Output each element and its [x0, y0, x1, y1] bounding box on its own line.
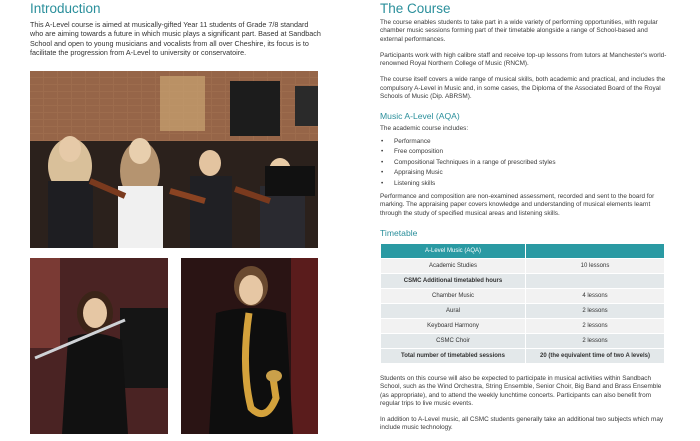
table-cell-label: Aural: [381, 304, 526, 319]
table-row: [381, 259, 665, 274]
course-para-2: Participants work with high calibre staff and receive top-up lessons from tutors at Manchester's world-renowned Royal Northern College of Music (RNCM).: [380, 51, 667, 68]
table-row: [381, 304, 665, 319]
saxophone-player-photo: [181, 258, 318, 434]
after-section: [380, 375, 670, 433]
table-header-row: [381, 244, 665, 259]
aqa-list: [380, 137, 670, 190]
saxophone-illustration: [181, 258, 318, 434]
table-total-row: [381, 349, 665, 364]
course-section: [380, 0, 670, 239]
table-cell-value: [526, 274, 665, 289]
after-para-2: In addition to A-Level music, all CSMC students generally take an additional two subjects which may include music technology.: [380, 416, 664, 432]
flute-illustration: [30, 258, 168, 434]
flute-player-photo: [30, 258, 168, 434]
table-cell-label: Chamber Music: [381, 289, 526, 304]
intro-section: [30, 0, 322, 58]
table-row: [381, 289, 665, 304]
table-total-label: Total number of timetabled sessions: [381, 349, 526, 364]
table-cell-value: 4 lessons: [526, 289, 665, 304]
aqa-intro: The academic course includes:: [380, 125, 469, 133]
table-cell-label: Keyboard Harmony: [381, 319, 526, 334]
after-para-1: Students on this course will also be expected to participate in musical activities within Sandbach School, such as the Wind Orchestra, String Ensemble, Senior Choir, Big Band and Brass Ensemble (as appropriate), and to attend the weekly lunchtime concerts. Participants can also benefit from regular trips to live music events.: [380, 375, 662, 407]
table-cell-value: 2 lessons: [526, 334, 665, 349]
table-header-cell: A-Level Music (AQA): [381, 244, 526, 259]
table-cell-label: Academic Studies: [381, 259, 526, 274]
table-total-value: 20 (the equivalent time of two A levels): [526, 349, 665, 364]
table-row: [381, 334, 665, 349]
table-row: [381, 274, 665, 289]
list-item: • Appraising Music: [380, 168, 670, 179]
intro-title: Introduction: [30, 1, 101, 16]
table-header-cell-empty: [526, 244, 665, 259]
course-title: The Course: [380, 1, 451, 16]
table-cell-value: 2 lessons: [526, 319, 665, 334]
table-cell-label: CSMC Additional timetabled hours: [381, 274, 526, 289]
aqa-para: Performance and composition are non-examined assessment, recorded and sent to the board for marking. The appraising paper covers knowledge and understanding of musical elements learnt through the study of specified musical areas and listening skills.: [380, 193, 655, 217]
list-item: • Compositional Techniques in a range of prescribed styles: [380, 158, 670, 169]
course-para-1: The course enables students to take part in a wide variety of performing opportunities, with regular chamber music sessions forming part of their timetable alongside a range of School-based and external performances.: [380, 19, 658, 43]
aqa-title: Music A-Level (AQA): [380, 111, 460, 122]
table-cell-value: 10 lessons: [526, 259, 665, 274]
orchestra-illustration: [30, 71, 318, 248]
table-row: [381, 319, 665, 334]
orchestra-photo: [30, 71, 318, 248]
timetable-title: Timetable: [380, 228, 418, 239]
list-item: • Listening skills: [380, 179, 670, 190]
course-para-3: The course itself covers a wide range of musical skills, both academic and practical, and includes the compulsory A-Level in Music and, in some cases, the Diploma of the Associated Board of the Royal Schools of Music (Dip. ABRSM).: [380, 76, 666, 101]
list-item: • Free composition: [380, 147, 670, 158]
list-item: • Performance: [380, 137, 670, 148]
intro-text: This A-Level course is aimed at musically-gifted Year 11 students of Grade 7/8 standard who are aiming towards a future in which music plays a significant part. Based at Sandbach School and open to young musicians and vocalists from all over Cheshire, its focus is to facilitate the progression from A-Level to university or conservatoire.: [30, 20, 321, 58]
timetable-table: [380, 243, 665, 364]
table-cell-label: CSMC Choir: [381, 334, 526, 349]
table-cell-value: 2 lessons: [526, 304, 665, 319]
